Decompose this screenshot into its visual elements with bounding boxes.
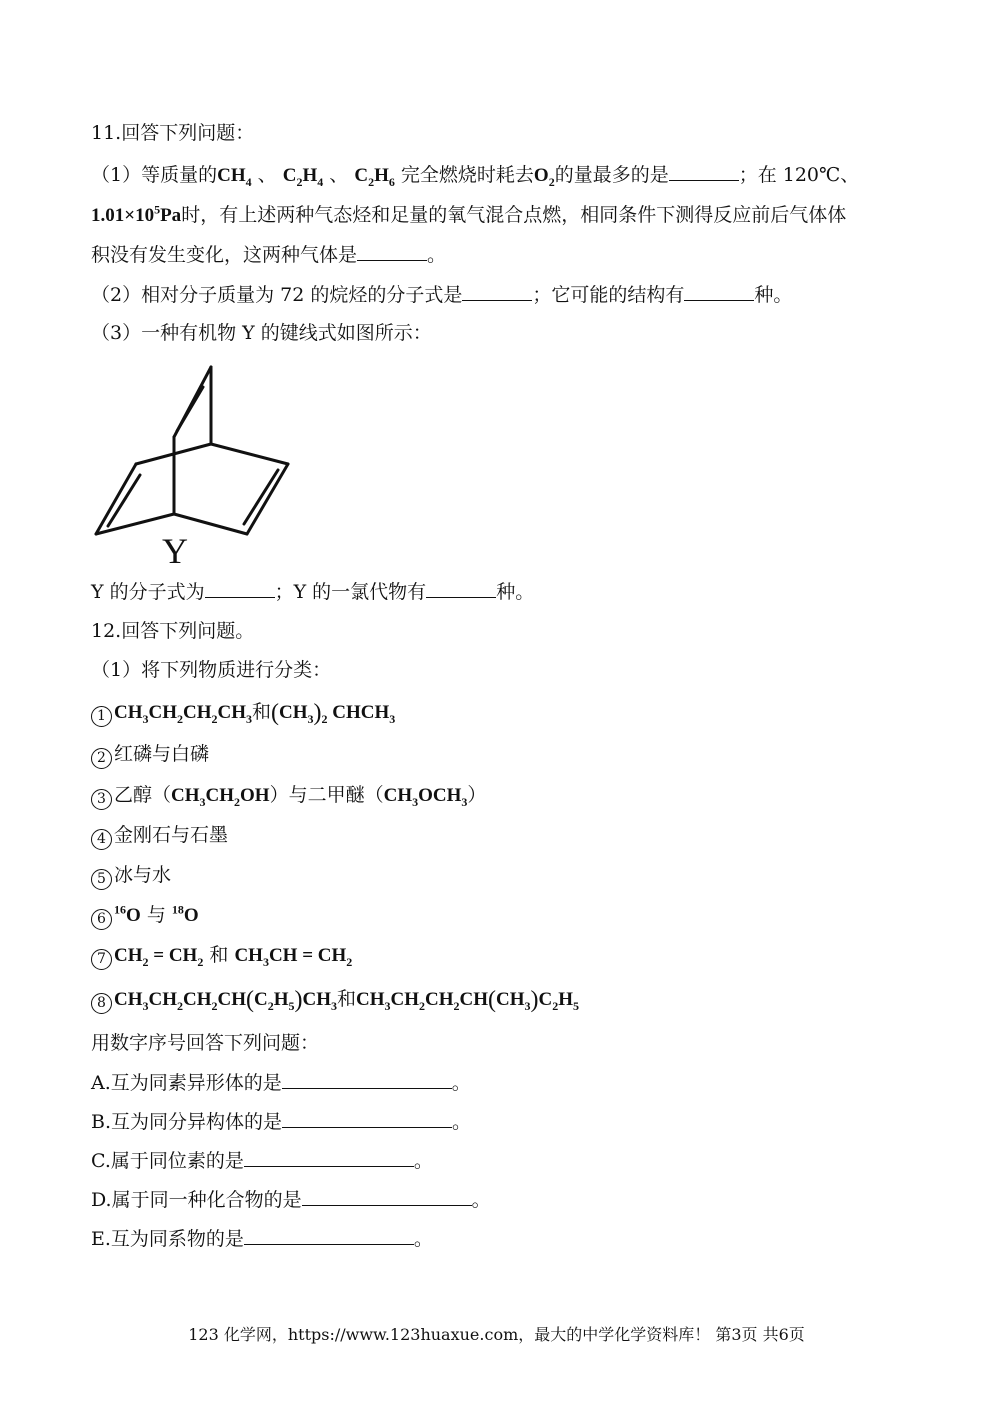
q12-question-e: E.互为同系物的是 。 — [91, 1228, 433, 1250]
q11-title: 11.回答下列问题： — [91, 122, 255, 144]
q12-item-6: $6^{16}O$ 与 $^{18}$O — [91, 903, 933, 930]
answer-blank — [282, 1070, 452, 1089]
item-number: 4 — [91, 829, 112, 850]
page-footer: 123 化学网，https://www.123huaxue.com，最大的中学化学资料库！ 第3页 共6页 — [188, 1325, 805, 1344]
item-number: 1 — [91, 706, 112, 727]
structure-label: Y — [162, 531, 188, 570]
formula-o2: $O_2$ — [533, 165, 555, 189]
answer-blank — [282, 1109, 452, 1128]
answer-blank — [244, 1148, 414, 1167]
item-number: 2 — [91, 748, 112, 769]
q11-part2: （2）相对分子质量为 72 的烷烃的分子式是 ；它可能的结构有 种。 — [91, 284, 793, 306]
q12-question-b: B.互为同分异构体的是 。 — [91, 1111, 472, 1133]
q12-question-c: C.属于同位素的是 。 — [91, 1150, 433, 1172]
answer-blank — [462, 282, 532, 301]
q12-item-4: 4 金刚石与石墨 — [91, 823, 933, 850]
answer-blank — [357, 242, 427, 261]
q11-part1-line3: 积没有发生变化，这两种气体是 。 — [91, 244, 447, 266]
pressure-value: $1.01\times 10^5Pa$ — [91, 202, 182, 226]
answer-blank — [684, 282, 754, 301]
q12-prompt: 用数字序号回答下列问题： — [91, 1032, 320, 1054]
answer-blank — [302, 1187, 472, 1206]
q12-item-7: 7 $CH_2 = CH_2$ 和 $CH_3CH = CH_2$ — [91, 943, 933, 970]
q11-part1-line2: $1.01\times 10^5Pa$时，有上述两种气态烃和足量的氧气混合点燃，相同条件下测得反应前后气体体 — [91, 202, 847, 226]
q12-intro: （1）将下列物质进行分类： — [91, 659, 332, 681]
item-number: 5 — [91, 869, 112, 890]
q12-question-d: D.属于同一种化合物的是 。 — [91, 1189, 491, 1211]
answer-blank — [669, 162, 739, 181]
q12-item-2: 2 红磷与白磷 — [91, 742, 933, 769]
item-number: 3 — [91, 789, 112, 810]
formula-ch4: $CH_4$ — [217, 165, 252, 189]
q11-y-question: Y 的分子式为 ；Y 的一氯代物有 种。 — [91, 581, 535, 603]
q12-title: 12.回答下列问题。 — [91, 620, 255, 642]
q12-item-8: 8 $CH_3CH_2CH_2CH(C_2H_5)CH_3$和$CH_3CH_2CH_2CH(CH_3)C_2H_5$ — [91, 987, 933, 1014]
q12-item-1: 1 $CH_3CH_2CH_2CH_3$和$(CH_3)_2$ $CHCH_3$ — [91, 700, 933, 727]
formula-c2h4: $C_2H_4$ — [282, 165, 324, 189]
item-number: 8 — [91, 993, 112, 1014]
answer-blank — [205, 579, 275, 598]
q12-item-5: 5 冰与水 — [91, 863, 933, 890]
answer-blank — [244, 1226, 414, 1245]
bond-line-structure-y — [90, 360, 300, 570]
formula-c2h6: $C_2H_6$ — [354, 165, 395, 189]
q12-item-3: 3 乙醇$(CH_3CH_2OH)$与二甲醚$(CH_3OCH_3)$ — [91, 783, 933, 810]
answer-blank — [426, 579, 496, 598]
item-number: 6 — [91, 909, 112, 930]
item-number: 7 — [91, 949, 112, 970]
q11-part3: （3）一种有机物 Y 的键线式如图所示： — [91, 322, 432, 344]
q11-part1-line1: （1）等质量的$CH_4$ 、 $C_2H_4$ 、 $C_2H_6$ 完全燃烧时耗去$O_2$的量最多的是 ；在 120℃、 — [91, 164, 860, 189]
q12-question-a: A.互为同素异形体的是 。 — [91, 1072, 471, 1094]
